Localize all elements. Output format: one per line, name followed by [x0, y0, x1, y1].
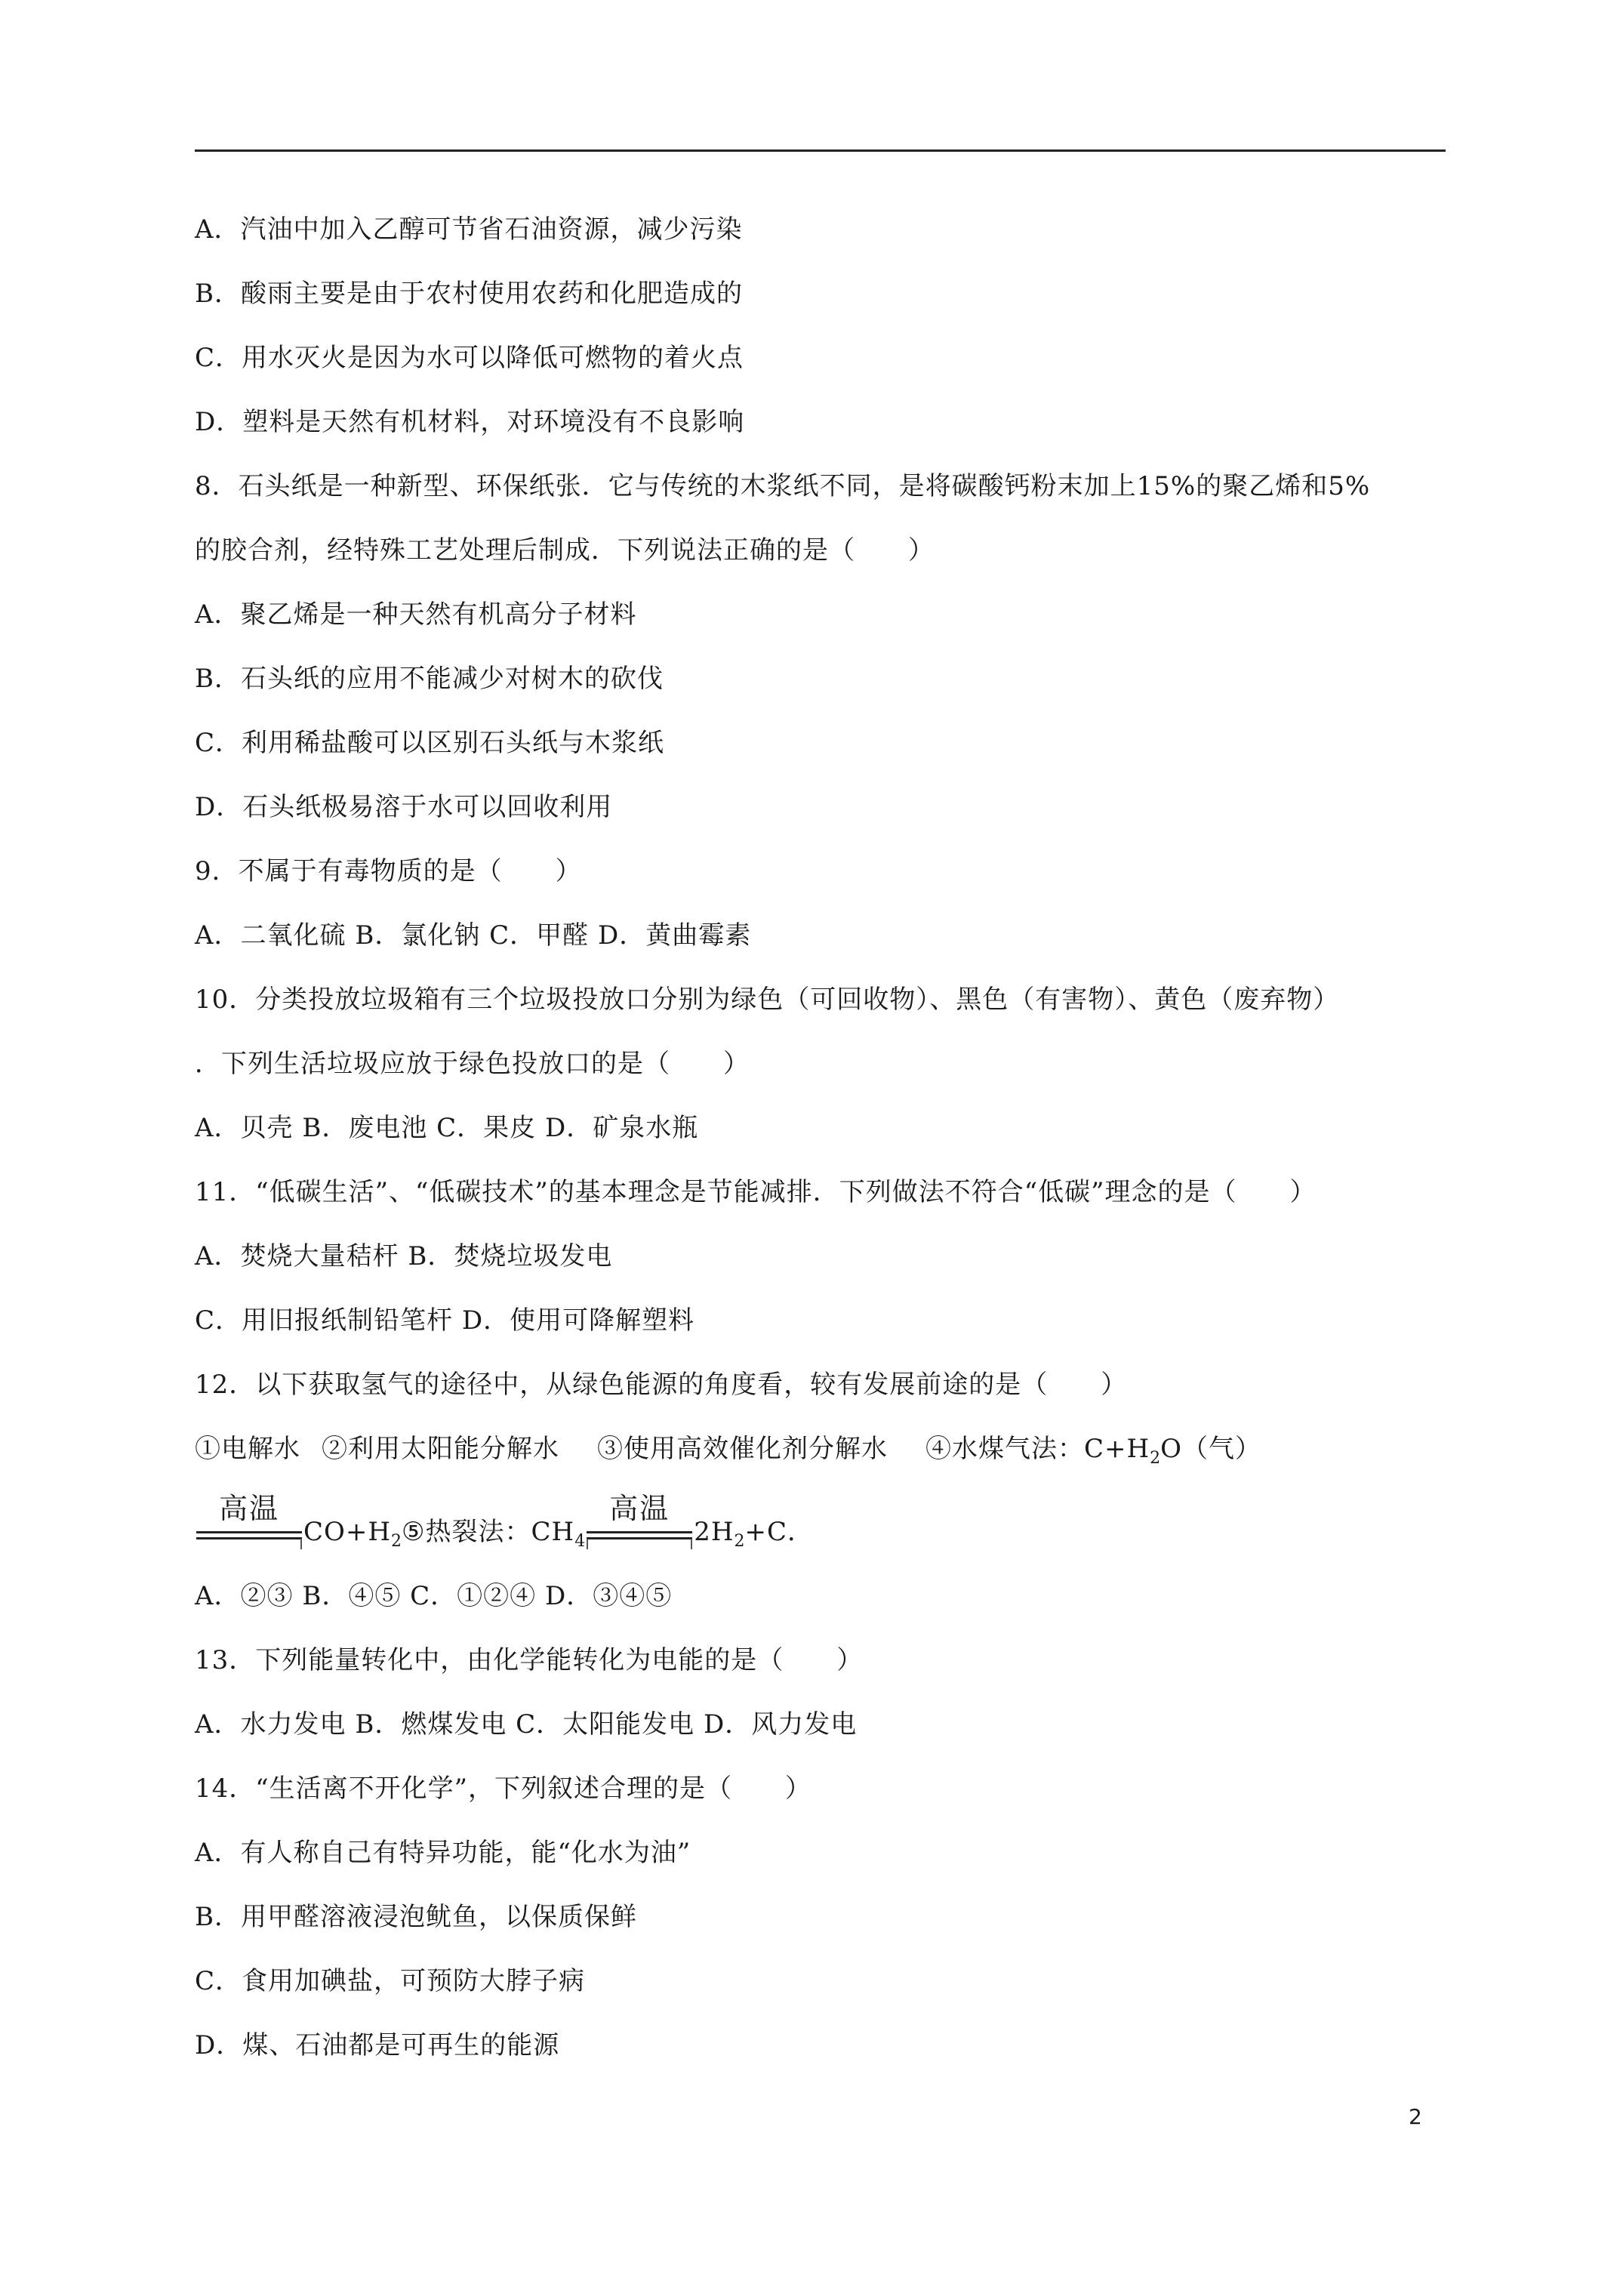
q12-option: ③使用高效催化剂分解水 — [597, 1434, 888, 1464]
page-number: 2 — [1409, 2104, 1422, 2129]
text-line: A．汽油中加入乙醇可节省石油资源，减少污染 — [195, 214, 743, 245]
text-line: A．聚乙烯是一种天然有机高分子材料 — [195, 599, 637, 630]
subscript: 2 — [734, 1532, 745, 1551]
subscript: 4 — [574, 1532, 586, 1551]
text-line: A．贝壳 B．废电池 C．果皮 D．矿泉水瓶 — [195, 1113, 699, 1143]
question-11: 11．“低碳生活”、“低碳技术”的基本理念是节能减排．下列做法不符合“低碳”理念的是（ ） — [195, 1177, 1317, 1207]
question-13: 13．下列能量转化中，由化学能转化为电能的是（ ） — [195, 1645, 864, 1675]
question-8: 8．石头纸是一种新型、环保纸张．它与传统的木浆纸不同，是将碳酸钙粉末加上15%的聚乙烯和5% — [195, 471, 1371, 501]
q12-option: ④水煤气法：C+H — [925, 1434, 1150, 1464]
text-line: B．酸雨主要是由于农村使用农药和化肥造成的 — [195, 279, 743, 309]
condition-label: 高温 — [218, 1492, 279, 1525]
text-line: D．石头纸极易溶于水可以回收利用 — [195, 792, 613, 822]
equation-line — [195, 1492, 814, 1558]
subscript: 2 — [1150, 1449, 1161, 1468]
text-line: A．水力发电 B．燃煤发电 C．太阳能发电 D．风力发电 — [195, 1709, 858, 1740]
text-line: B．用甲醛溶液浸泡鱿鱼，以保质保鲜 — [195, 1902, 637, 1932]
q12-option: ②利用太阳能分解水 — [322, 1434, 559, 1464]
header-rule — [195, 149, 1446, 152]
text-line: C．利用稀盐酸可以区别石头纸与木浆纸 — [195, 728, 665, 758]
question-9: 9．不属于有毒物质的是（ ） — [195, 856, 582, 886]
reaction-condition-sign — [587, 1492, 692, 1557]
text-line: A．②③ B．④⑤ C．①②④ D．③④⑤ — [195, 1581, 673, 1611]
text-line: ．下列生活垃圾应放于绿色投放口的是（ ） — [195, 1049, 750, 1079]
condition-label: 高温 — [609, 1492, 670, 1525]
text-line: B．石头纸的应用不能减少对树木的砍伐 — [195, 664, 664, 694]
q12-option: ①电解水 — [195, 1434, 300, 1464]
product: 2H — [694, 1517, 735, 1547]
subscript: 2 — [391, 1532, 402, 1551]
text-line: 的胶合剂，经特殊工艺处理后制成．下列说法正确的是（ ） — [195, 535, 935, 566]
text-line: C．用旧报纸制铅笔杆 D．使用可降解塑料 — [195, 1305, 695, 1336]
q12-option: O（气） — [1160, 1434, 1262, 1464]
text-line: C．食用加碘盐，可预防大脖子病 — [195, 1966, 586, 1996]
product: +C． — [744, 1517, 814, 1547]
text-line: A．二氧化硫 B．氯化钠 C．甲醛 D．黄曲霉素 — [195, 920, 752, 951]
q12-options-line — [195, 1432, 1261, 1475]
text-line: C．用水灭火是因为水可以降低可燃物的着火点 — [195, 343, 744, 373]
reaction-condition-sign — [196, 1492, 302, 1557]
text-line: A．焚烧大量秸杆 B．焚烧垃圾发电 — [195, 1241, 613, 1271]
product: CO+H — [303, 1517, 392, 1547]
text-line: D．塑料是天然有机材料，对环境没有不良影响 — [195, 407, 745, 437]
method-label: ⑤热裂法：CH — [402, 1517, 575, 1547]
question-10: 10．分类投放垃圾箱有三个垃圾投放口分别为绿色（可回收物）、黑色（有害物）、黄色（废弃物） — [195, 985, 1340, 1015]
text-line: D．煤、石油都是可再生的能源 — [195, 2030, 560, 2060]
question-14: 14．“生活离不开化学”，下列叙述合理的是（ ） — [195, 1774, 812, 1804]
text-line: A．有人称自己有特异功能，能“化水为油” — [195, 1838, 691, 1868]
question-12: 12．以下获取氢气的途径中，从绿色能源的角度看，较有发展前途的是（ ） — [195, 1370, 1128, 1400]
